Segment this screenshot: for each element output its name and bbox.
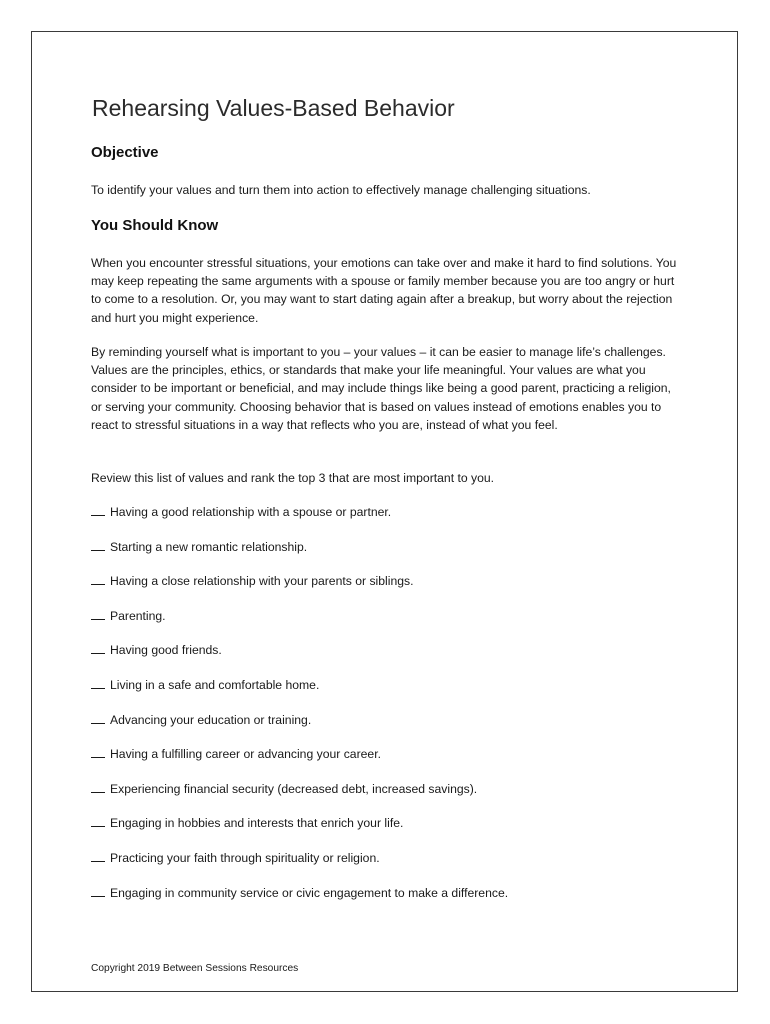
rank-blank[interactable] <box>91 675 105 689</box>
value-label: Having a good relationship with a spouse or partner. <box>110 505 392 519</box>
paragraph-stressful-situations: When you encounter stressful situations, your emotions can take over and make it hard to find solutions. You may keep repeating the same arguments with a spouse or family member because you are too angry or hurt to come to a resolution. Or, you may want to start dating again after a breakup, but worry about the rejection and hurt you might experience. <box>91 256 677 325</box>
rank-blank[interactable] <box>91 710 105 724</box>
value-label: Engaging in community service or civic engagement to make a difference. <box>110 885 509 900</box>
value-item <box>91 675 508 710</box>
document-page <box>31 31 738 992</box>
value-label: Starting a new romantic relationship. <box>110 539 308 554</box>
value-label: Engaging in hobbies and interests that enrich your life. <box>110 816 404 831</box>
rank-blank[interactable] <box>91 640 105 654</box>
value-label: Experiencing financial security (decreased debt, increased savings). <box>110 781 478 796</box>
value-item <box>91 813 508 848</box>
value-item <box>91 640 508 675</box>
objective-heading: Objective <box>91 144 159 161</box>
rank-blank[interactable] <box>91 813 105 827</box>
value-item <box>91 779 508 814</box>
you-should-know-heading: You Should Know <box>91 217 219 234</box>
objective-text: To identify your values and turn them into action to effectively manage challenging situations. <box>91 183 591 197</box>
value-item <box>91 537 508 572</box>
review-instruction: Review this list of values and rank the top 3 that are most important to you. <box>91 471 495 485</box>
rank-blank[interactable] <box>91 537 105 551</box>
value-label: Having a close relationship with your parents or siblings. <box>110 574 414 589</box>
values-list <box>91 502 508 917</box>
value-label: Having a fulfilling career or advancing your career. <box>110 747 381 762</box>
value-item <box>91 883 508 918</box>
rank-blank[interactable] <box>91 744 105 758</box>
value-label: Having good friends. <box>110 643 222 658</box>
value-item <box>91 848 508 883</box>
value-label: Practicing your faith through spirituality or religion. <box>110 850 380 865</box>
rank-blank[interactable] <box>91 502 105 516</box>
paragraph-values-explanation: By reminding yourself what is important to you – your values – it can be easier to manage life’s challenges. Values are the principles, ethics, or standards that make your life meaningful. Your values are what you consider to be important or beneficial, and may include things like being a good parent, practicing a religion, or serving your community. Choosing behavior that is based on values instead of emotions enables you to react to stressful situations in a way that reflects who you are, instead of what you feel. <box>91 345 671 432</box>
value-label: Living in a safe and comfortable home. <box>110 677 320 692</box>
value-item <box>91 710 508 745</box>
value-item <box>91 571 508 606</box>
copyright-footer: Copyright 2019 Between Sessions Resources <box>91 963 299 974</box>
rank-blank[interactable] <box>91 571 105 585</box>
rank-blank[interactable] <box>91 606 105 620</box>
value-label: Parenting. <box>110 608 166 623</box>
rank-blank[interactable] <box>91 779 105 793</box>
rank-blank[interactable] <box>91 848 105 862</box>
value-item <box>91 606 508 641</box>
value-item <box>91 502 508 537</box>
value-label: Advancing your education or training. <box>110 712 312 727</box>
page-title: Rehearsing Values-Based Behavior <box>92 95 455 121</box>
value-item <box>91 744 508 779</box>
rank-blank[interactable] <box>91 883 105 897</box>
